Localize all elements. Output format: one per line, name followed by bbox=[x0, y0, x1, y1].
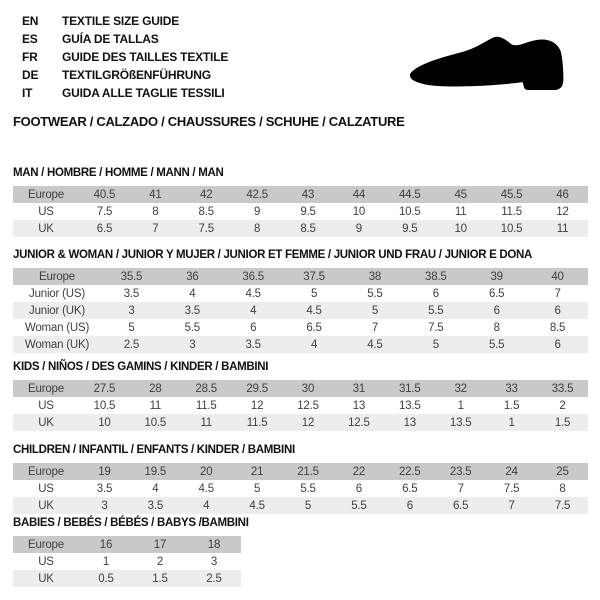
size-table-section bbox=[13, 167, 588, 237]
size-cell: 36.5 bbox=[242, 270, 264, 283]
size-cell: 46 bbox=[556, 188, 569, 201]
size-cell: 4.5 bbox=[306, 304, 322, 317]
size-cell: 16 bbox=[99, 538, 113, 551]
size-cell: 40 bbox=[551, 270, 564, 283]
size-cell: 10.5 bbox=[93, 399, 116, 412]
size-cell: 5 bbox=[371, 304, 379, 317]
size-cell: 40.5 bbox=[93, 188, 116, 201]
size-cell: 6 bbox=[406, 499, 413, 512]
size-cell: 38 bbox=[368, 270, 382, 283]
size-cell: 3.5 bbox=[147, 499, 164, 512]
size-cell: 10 bbox=[352, 205, 366, 218]
row-label: UK bbox=[38, 499, 54, 512]
size-cell: 29.5 bbox=[246, 382, 268, 395]
size-cell: 3 bbox=[189, 338, 196, 351]
language-label: GUIDE DES TAILLES TEXTILE bbox=[62, 50, 229, 64]
size-cell: 1.5 bbox=[152, 572, 168, 585]
size-cell: 5 bbox=[432, 338, 439, 351]
row-label: US bbox=[38, 555, 54, 568]
size-cell: 5 bbox=[254, 482, 261, 495]
size-cell: 7.5 bbox=[503, 482, 520, 495]
size-cell: 3 bbox=[101, 499, 108, 512]
size-cell: 2 bbox=[559, 399, 566, 412]
language-label: TEXTILGRÖßENFÜHRUNG bbox=[62, 68, 211, 82]
size-cell: 41 bbox=[149, 188, 162, 201]
size-cell: 6.5 bbox=[452, 499, 469, 512]
size-cell: 9.5 bbox=[300, 205, 316, 218]
size-cell: 11.5 bbox=[246, 416, 268, 429]
size-cell: 4 bbox=[250, 304, 257, 317]
table-row bbox=[13, 319, 588, 336]
size-table-section bbox=[13, 517, 249, 587]
size-cell: 8 bbox=[493, 321, 500, 334]
size-cell: 33.5 bbox=[551, 382, 574, 395]
size-cell: 5 bbox=[310, 287, 318, 300]
size-cell: 20 bbox=[200, 465, 213, 478]
size-cell: 5.5 bbox=[428, 304, 444, 317]
size-table-body bbox=[13, 380, 588, 431]
size-table bbox=[13, 463, 588, 514]
table-row bbox=[13, 536, 241, 553]
size-cell: 9.5 bbox=[402, 222, 418, 235]
size-cell: 3.5 bbox=[245, 338, 261, 351]
size-cell: 37.5 bbox=[303, 270, 325, 283]
size-table-section bbox=[13, 249, 588, 353]
size-cell: 11 bbox=[149, 399, 162, 412]
size-cell: 5.5 bbox=[488, 338, 505, 351]
size-cell: 8 bbox=[559, 482, 566, 495]
size-cell: 4 bbox=[310, 338, 318, 351]
language-code: FR bbox=[22, 50, 38, 64]
size-cell: 22 bbox=[352, 465, 366, 478]
table-row bbox=[13, 553, 241, 570]
size-table bbox=[13, 536, 241, 587]
size-cell: 13.5 bbox=[449, 416, 472, 429]
table-row bbox=[13, 497, 588, 514]
size-cell: 28 bbox=[149, 382, 162, 395]
size-cell: 36 bbox=[186, 270, 199, 283]
size-cell: 24 bbox=[505, 465, 518, 478]
row-label: Europe bbox=[28, 538, 64, 551]
size-cell: 5.5 bbox=[367, 287, 383, 300]
size-cell: 7 bbox=[457, 482, 464, 495]
size-cell: 21 bbox=[250, 465, 264, 478]
size-cell: 17 bbox=[153, 538, 167, 551]
size-cell: 5 bbox=[304, 499, 312, 512]
size-cell: 7 bbox=[554, 287, 561, 300]
language-label: TEXTILE SIZE GUIDE bbox=[62, 14, 180, 28]
size-cell: 5.5 bbox=[300, 482, 316, 495]
size-cell: 11.5 bbox=[195, 399, 217, 412]
size-cell: 4 bbox=[152, 482, 159, 495]
size-cell: 7.5 bbox=[96, 205, 113, 218]
size-cell: 7 bbox=[371, 321, 379, 334]
row-label: US bbox=[38, 205, 54, 218]
size-table bbox=[13, 268, 588, 353]
size-cell: 0.5 bbox=[98, 572, 114, 585]
size-cell: 33 bbox=[505, 382, 518, 395]
size-cell: 11 bbox=[556, 222, 569, 235]
size-cell: 9 bbox=[254, 205, 261, 218]
size-cell: 3 bbox=[210, 555, 218, 568]
table-row bbox=[13, 414, 588, 431]
size-cell: 1 bbox=[457, 399, 464, 412]
size-cell: 6 bbox=[554, 304, 561, 317]
size-cell: 44 bbox=[352, 188, 366, 201]
size-cell: 4.5 bbox=[245, 287, 261, 300]
size-cell: 4.5 bbox=[198, 482, 214, 495]
size-cell: 1 bbox=[102, 555, 110, 568]
size-cell: 13 bbox=[352, 399, 366, 412]
size-cell: 21.5 bbox=[297, 465, 319, 478]
size-cell: 2 bbox=[156, 555, 164, 568]
row-label: Europe bbox=[39, 270, 75, 283]
size-cell: 7.5 bbox=[428, 321, 444, 334]
row-label: Junior (UK) bbox=[29, 304, 85, 317]
size-cell: 38.5 bbox=[425, 270, 447, 283]
size-cell: 45 bbox=[454, 188, 467, 201]
size-cell: 22.5 bbox=[398, 465, 421, 478]
size-table-body bbox=[13, 186, 588, 237]
table-row bbox=[13, 570, 241, 587]
size-cell: 42.5 bbox=[246, 188, 268, 201]
table-title: BABIES / BEBÉS / BÉBÉS / BABYS /BAMBINI bbox=[13, 517, 249, 529]
size-cell: 28.5 bbox=[195, 382, 218, 395]
size-cell: 6.5 bbox=[488, 287, 505, 300]
table-title: KIDS / NIÑOS / DES GAMINS / KINDER / BAMBINI bbox=[13, 361, 269, 373]
size-cell: 4.5 bbox=[367, 338, 383, 351]
language-code: DE bbox=[22, 68, 39, 82]
row-label: Woman (UK) bbox=[24, 338, 90, 351]
size-cell: 5.5 bbox=[184, 321, 200, 334]
size-cell: 3 bbox=[128, 304, 135, 317]
size-cell: 35.5 bbox=[120, 270, 143, 283]
size-cell: 23.5 bbox=[449, 465, 472, 478]
size-cell: 12 bbox=[250, 399, 264, 412]
size-cell: 7 bbox=[508, 499, 515, 512]
table-row bbox=[13, 480, 588, 497]
size-cell: 1 bbox=[508, 416, 515, 429]
size-cell: 18 bbox=[207, 538, 221, 551]
table-row bbox=[13, 380, 588, 397]
size-table-section bbox=[13, 444, 588, 514]
size-cell: 45.5 bbox=[500, 188, 523, 201]
size-cell: 6 bbox=[554, 338, 561, 351]
size-cell: 8.5 bbox=[549, 321, 566, 334]
size-cell: 31 bbox=[352, 382, 366, 395]
size-cell: 3.5 bbox=[123, 287, 140, 300]
size-cell: 11.5 bbox=[501, 205, 522, 218]
table-row bbox=[13, 203, 588, 220]
size-cell: 43 bbox=[301, 188, 315, 201]
size-cell: 44.5 bbox=[398, 188, 421, 201]
category-title: FOOTWEAR / CALZADO / CHAUSSURES / SCHUHE / CALZATURE bbox=[13, 114, 405, 129]
row-label: Europe bbox=[28, 188, 64, 201]
size-cell: 12 bbox=[301, 416, 315, 429]
table-row bbox=[13, 186, 588, 203]
size-cell: 19.5 bbox=[144, 465, 167, 478]
row-label: UK bbox=[38, 222, 54, 235]
size-cell: 19 bbox=[98, 465, 111, 478]
size-cell: 32 bbox=[454, 382, 467, 395]
size-cell: 8 bbox=[254, 222, 261, 235]
table-row bbox=[13, 220, 588, 237]
size-table bbox=[13, 186, 588, 237]
table-row bbox=[13, 302, 588, 319]
size-cell: 10.5 bbox=[500, 222, 523, 235]
size-cell: 7 bbox=[152, 222, 159, 235]
table-title: MAN / HOMBRE / HOMME / MANN / MAN bbox=[13, 167, 224, 179]
size-cell: 12.5 bbox=[297, 399, 319, 412]
size-cell: 30 bbox=[301, 382, 315, 395]
size-cell: 25 bbox=[556, 465, 569, 478]
row-label: Junior (US) bbox=[29, 287, 85, 300]
size-cell: 42 bbox=[200, 188, 213, 201]
size-cell: 5.5 bbox=[351, 499, 367, 512]
size-cell: 10.5 bbox=[398, 205, 421, 218]
language-code: ES bbox=[22, 32, 38, 46]
size-cell: 11 bbox=[200, 416, 212, 429]
table-row bbox=[13, 463, 588, 480]
size-table-section bbox=[13, 361, 588, 431]
size-cell: 12 bbox=[556, 205, 569, 218]
language-label: GUÍA DE TALLAS bbox=[62, 32, 159, 46]
size-cell: 2.5 bbox=[123, 338, 140, 351]
size-cell: 10 bbox=[454, 222, 467, 235]
table-row bbox=[13, 268, 588, 285]
size-cell: 10 bbox=[98, 416, 111, 429]
row-label: US bbox=[38, 482, 54, 495]
size-cell: 11 bbox=[454, 205, 467, 218]
size-cell: 13 bbox=[403, 416, 416, 429]
size-cell: 6 bbox=[493, 304, 500, 317]
size-table bbox=[13, 380, 588, 431]
size-cell: 7.5 bbox=[198, 222, 214, 235]
size-cell: 6.5 bbox=[402, 482, 418, 495]
size-cell: 7.5 bbox=[554, 499, 571, 512]
table-row bbox=[13, 285, 588, 302]
size-cell: 39 bbox=[490, 270, 503, 283]
size-cell: 3.5 bbox=[184, 304, 200, 317]
row-label: Europe bbox=[28, 382, 64, 395]
size-cell: 1.5 bbox=[554, 416, 571, 429]
size-cell: 12.5 bbox=[348, 416, 370, 429]
table-title: JUNIOR & WOMAN / JUNIOR Y MUJER / JUNIOR ET FEMME / JUNIOR UND FRAU / JUNIOR E DONA bbox=[13, 249, 533, 261]
size-cell: 4 bbox=[189, 287, 196, 300]
language-label: GUIDA ALLE TAGLIE TESSILI bbox=[62, 86, 225, 100]
size-cell: 6 bbox=[250, 321, 257, 334]
table-row bbox=[13, 336, 588, 353]
size-cell: 6.5 bbox=[96, 222, 113, 235]
size-cell: 31.5 bbox=[398, 382, 421, 395]
table-title: CHILDREN / INFANTIL / ENFANTS / KINDER / BAMBINI bbox=[13, 444, 295, 456]
size-cell: 3.5 bbox=[96, 482, 113, 495]
size-cell: 8.5 bbox=[198, 205, 214, 218]
language-code: IT bbox=[22, 86, 33, 100]
size-cell: 8.5 bbox=[300, 222, 316, 235]
size-cell: 8 bbox=[152, 205, 159, 218]
size-cell: 27.5 bbox=[93, 382, 116, 395]
size-cell: 6.5 bbox=[306, 321, 322, 334]
size-table-body bbox=[13, 536, 241, 587]
size-cell: 6 bbox=[432, 287, 439, 300]
size-cell: 9 bbox=[355, 222, 362, 235]
size-cell: 6 bbox=[355, 482, 362, 495]
size-table-body bbox=[13, 268, 588, 353]
table-row bbox=[13, 397, 588, 414]
size-cell: 1.5 bbox=[503, 399, 520, 412]
row-label: Woman (US) bbox=[24, 321, 90, 334]
size-table-body bbox=[13, 463, 588, 514]
size-cell: 4 bbox=[203, 499, 210, 512]
size-cell: 4.5 bbox=[249, 499, 265, 512]
row-label: UK bbox=[38, 416, 54, 429]
language-code: EN bbox=[22, 14, 39, 28]
size-cell: 2.5 bbox=[206, 572, 222, 585]
size-cell: 13.5 bbox=[398, 399, 421, 412]
size-cell: 10.5 bbox=[144, 416, 167, 429]
row-label: US bbox=[38, 399, 54, 412]
row-label: Europe bbox=[28, 465, 64, 478]
row-label: UK bbox=[38, 572, 54, 585]
size-cell: 5 bbox=[128, 321, 135, 334]
